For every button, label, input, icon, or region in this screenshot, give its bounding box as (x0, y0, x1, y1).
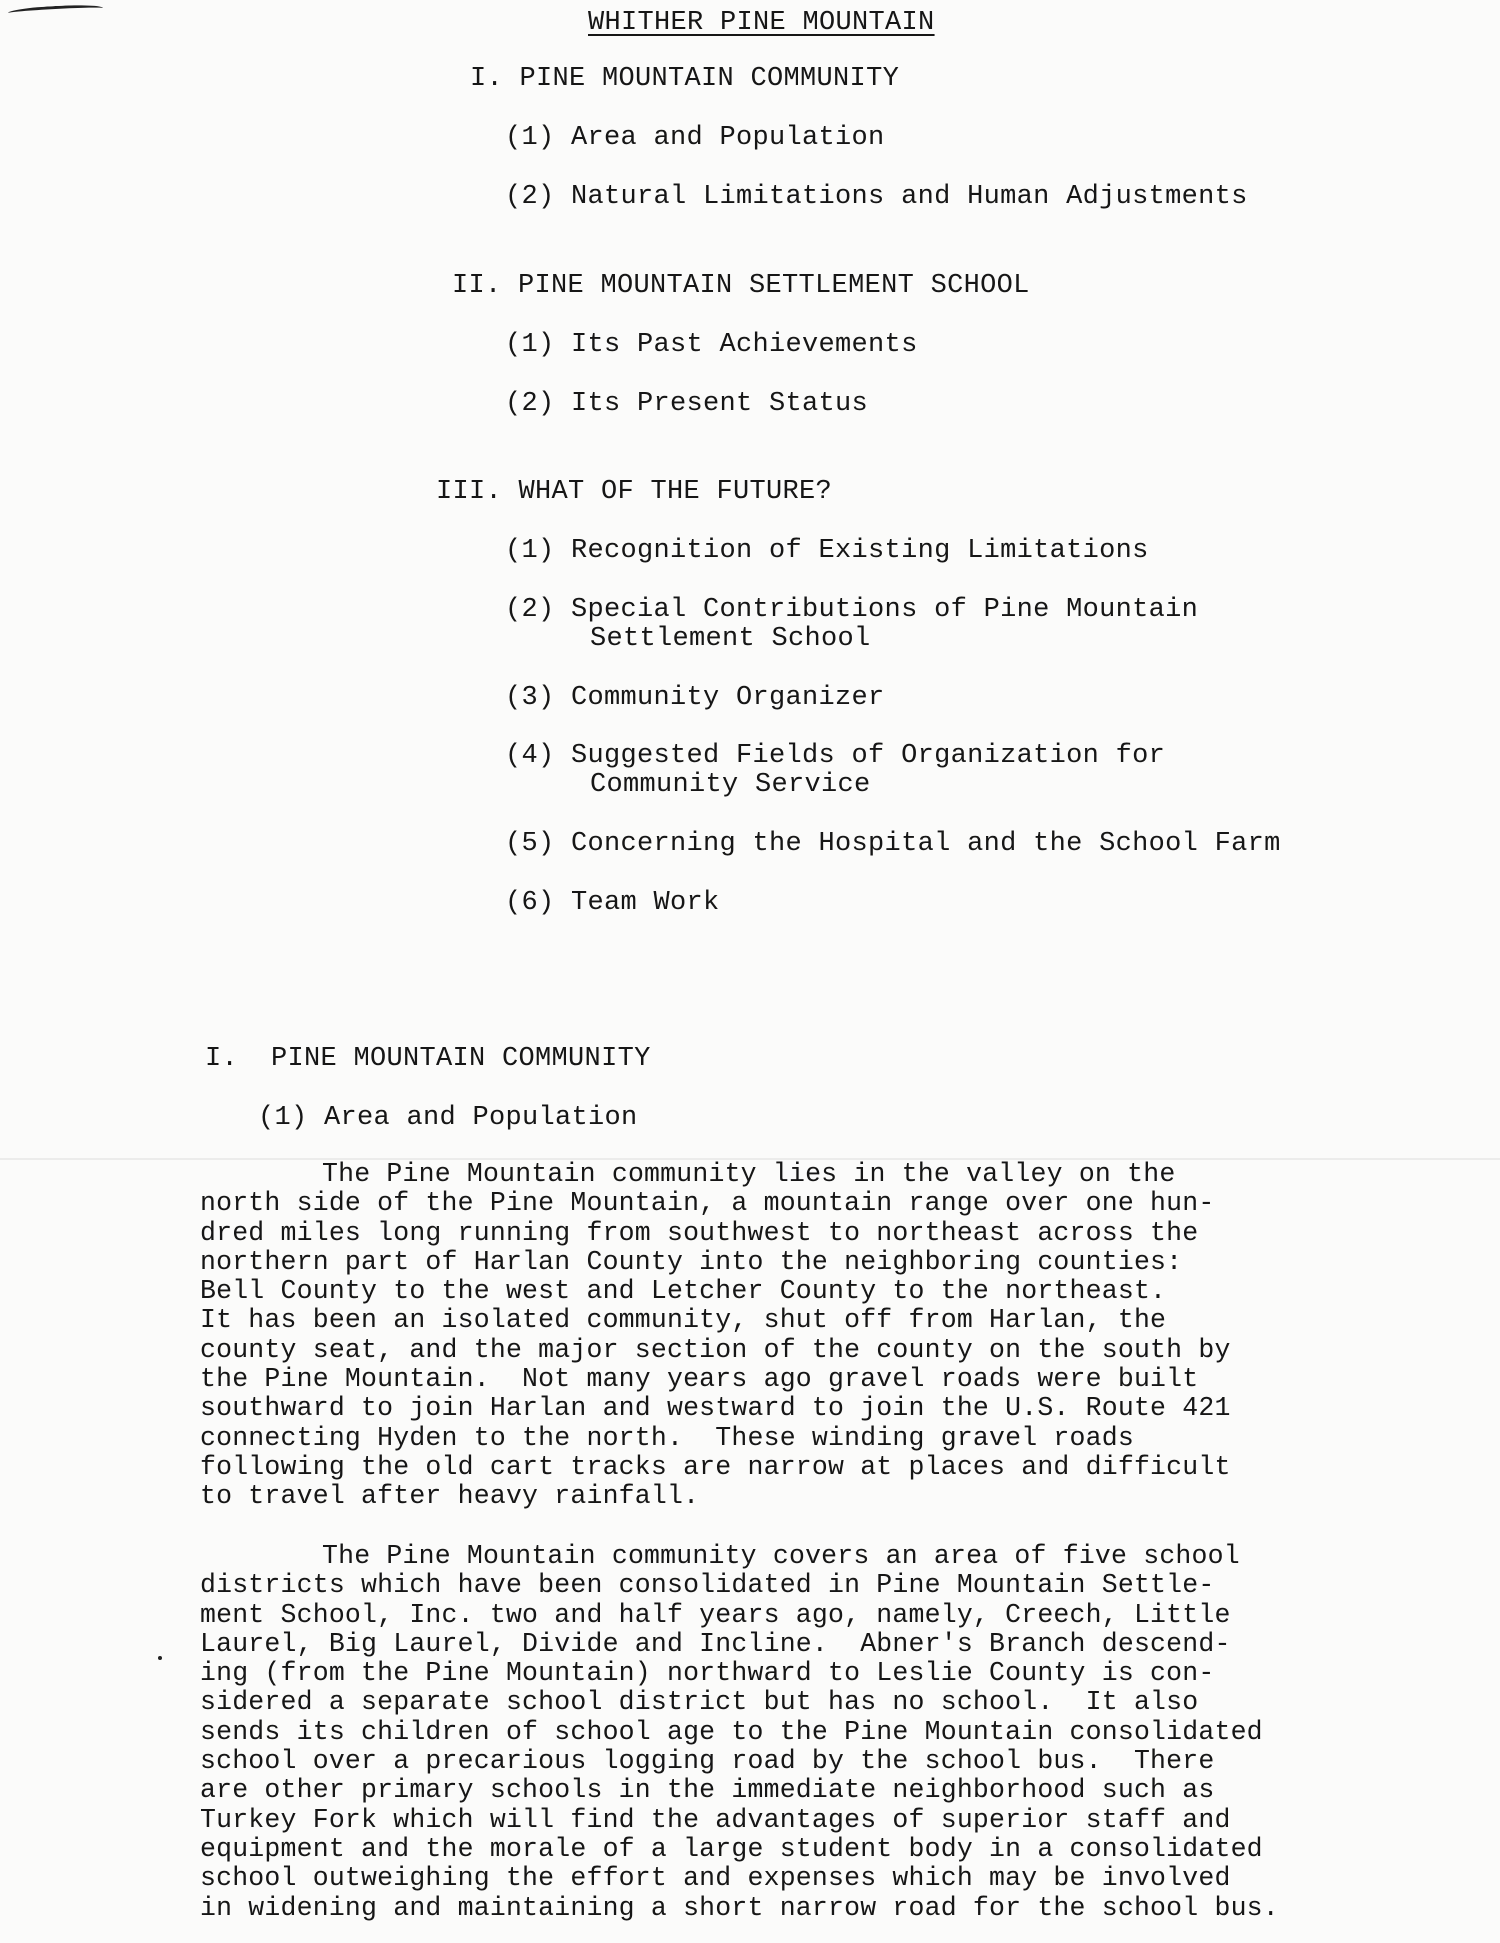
paragraph-1-line: It has been an isolated community, shut off from Harlan, the (200, 1305, 1167, 1336)
outline-section-3-item-5: (5) Concerning the Hospital and the School Farm (505, 829, 1281, 859)
paragraph-1-line: Bell County to the west and Letcher County to the northeast. (200, 1276, 1167, 1307)
paragraph-2-line: Turkey Fork which will find the advantages of superior staff and (200, 1804, 1231, 1835)
outline-section-3-item-2-cont: Settlement School (590, 624, 871, 654)
corner-pen-mark (8, 4, 103, 18)
paragraph-2-line: Laurel, Big Laurel, Divide and Incline. Abner's Branch descend- (200, 1628, 1231, 1659)
outline-section-3-item-4: (4) Suggested Fields of Organization for (505, 741, 1166, 771)
body-subheading: (1) Area and Population (258, 1103, 638, 1133)
paragraph-1-line: county seat, and the major section of the county on the south by (200, 1334, 1231, 1365)
paragraph-2 (200, 1542, 1400, 1923)
paragraph-2-line: in widening and maintaining a short narrow road for the school bus. (200, 1892, 1279, 1923)
outline-section-3-item-6: (6) Team Work (505, 888, 720, 918)
outline-section-3-heading: III. WHAT OF THE FUTURE? (436, 477, 833, 507)
paragraph-2-line: ment School, Inc. two and half years ago, namely, Creech, Little (200, 1599, 1231, 1630)
outline-section-2-item-2: (2) Its Present Status (505, 389, 869, 419)
paragraph-1-line: following the old cart tracks are narrow at places and difficult (200, 1451, 1231, 1482)
outline-section-3-item-2: (2) Special Contributions of Pine Mountain (505, 595, 1199, 625)
paragraph-1-line: northern part of Harlan County into the neighboring counties: (200, 1246, 1183, 1277)
outline-section-3-item-1: (1) Recognition of Existing Limitations (505, 536, 1149, 566)
stray-ink-dot (158, 1656, 162, 1660)
outline-section-1-item-2: (2) Natural Limitations and Human Adjustments (505, 182, 1248, 212)
paragraph-1-line: dred miles long running from southwest to northeast across the (200, 1217, 1199, 1248)
paragraph-2-line: school outweighing the effort and expenses which may be involved (200, 1863, 1231, 1894)
outline-section-1-heading: I. PINE MOUNTAIN COMMUNITY (470, 64, 900, 94)
paragraph-1-line: southward to join Harlan and westward to join the U.S. Route 421 (200, 1393, 1231, 1424)
outline-section-2-item-1: (1) Its Past Achievements (505, 330, 918, 360)
outline-section-1-item-1: (1) Area and Population (505, 123, 885, 153)
paragraph-1 (200, 1160, 1400, 1512)
paragraph-2-line: sends its children of school age to the Pine Mountain consolidated (200, 1716, 1263, 1747)
paragraph-1-line: The Pine Mountain community lies in the valley on the (322, 1159, 1176, 1189)
paragraph-1-line: to travel after heavy rainfall. (200, 1481, 700, 1512)
document-title: WHITHER PINE MOUNTAIN (588, 8, 935, 38)
paragraph-2-line: school over a precarious logging road by the school bus. There (200, 1746, 1215, 1777)
paragraph-2-line: equipment and the morale of a large student body in a consolidated (200, 1833, 1263, 1864)
paragraph-1-line: connecting Hyden to the north. These winding gravel roads (200, 1422, 1134, 1453)
paragraph-2-line: are other primary schools in the immediate neighborhood such as (200, 1775, 1215, 1806)
paragraph-2-line: The Pine Mountain community covers an area of five school (322, 1541, 1240, 1571)
paragraph-2-line: sidered a separate school district but has no school. It also (200, 1687, 1199, 1718)
body-section-heading: I. PINE MOUNTAIN COMMUNITY (205, 1044, 651, 1074)
paragraph-2-line: districts which have been consolidated in Pine Mountain Settle- (200, 1570, 1215, 1601)
outline-section-3-item-4-cont: Community Service (590, 770, 871, 800)
paragraph-2-line: ing (from the Pine Mountain) northward to Leslie County is con- (200, 1658, 1215, 1689)
paragraph-1-line: north side of the Pine Mountain, a mountain range over one hun- (200, 1188, 1215, 1219)
paragraph-1-line: the Pine Mountain. Not many years ago gravel roads were built (200, 1364, 1199, 1395)
outline-section-2-heading: II. PINE MOUNTAIN SETTLEMENT SCHOOL (452, 271, 1030, 301)
outline-section-3-item-3: (3) Community Organizer (505, 683, 885, 713)
